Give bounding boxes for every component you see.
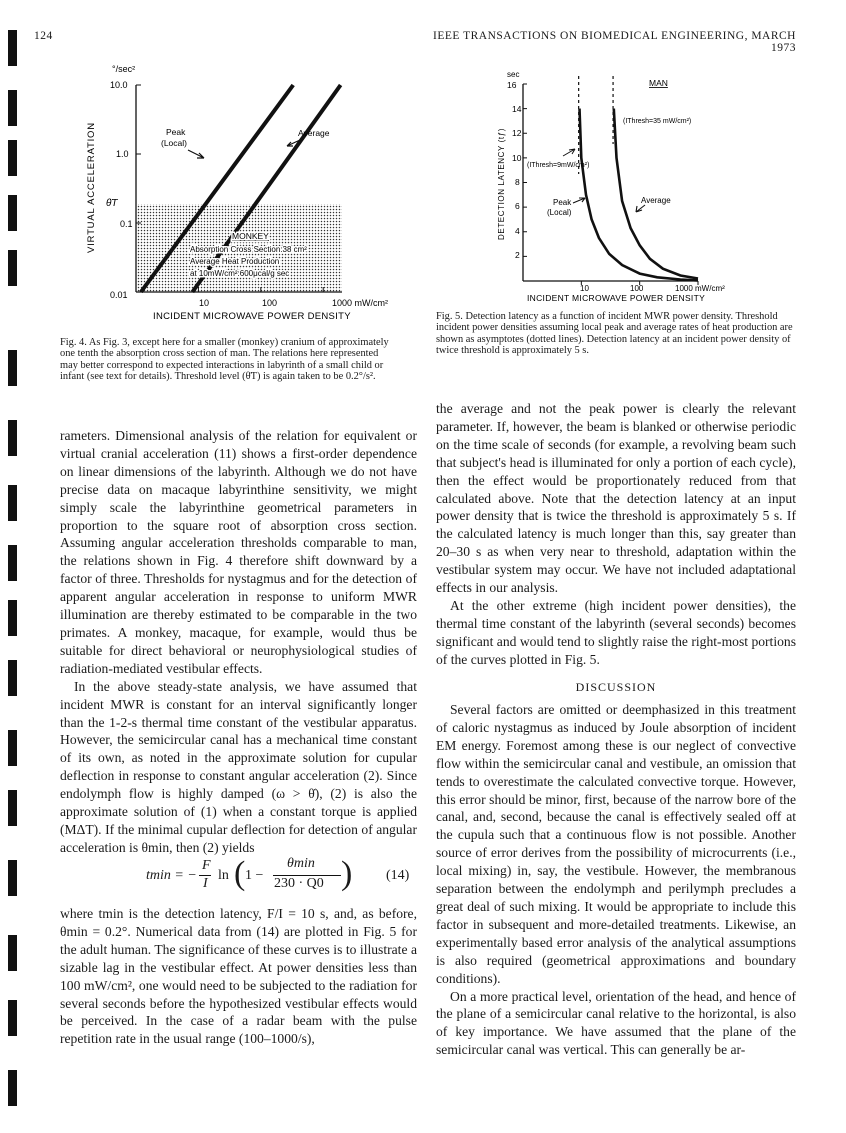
fig5-xtick-label: 100 bbox=[630, 284, 644, 293]
left-column-cont bbox=[60, 905, 417, 1048]
fig5-caption: Fig. 5. Detection latency as a function of incident MWR power density. Threshold incident power densities assuming local peak and average rates of heat production are shown as asymptotes (dotted lines). Detection latency at an incident power density of twice threshold is approximately 5 s. bbox=[436, 311, 793, 356]
scan-margin-mark bbox=[8, 140, 17, 176]
scan-margin-mark bbox=[8, 730, 17, 766]
fig5-y-axis-label: DETECTION LATENCY (tƒ) bbox=[497, 127, 506, 240]
fig4-box-line2: Average Heat Production bbox=[190, 257, 280, 266]
paragraph: At the other extreme (high incident power densities), the thermal time constant of the labyrinth (several seconds) becomes significant and would tend to slightly raise the right-most portions of the curves plotted in Fig. 5. bbox=[436, 597, 796, 667]
fig4-theta-label: θ̈T bbox=[106, 198, 118, 209]
fig4-y-axis-label: VIRTUAL ACCELERATION bbox=[86, 122, 97, 253]
fig5-average-label: Average bbox=[641, 196, 671, 205]
paragraph: the average and not the peak power is clearly the relevant parameter. If, however, the beam is blanked or otherwise periodic on the time scale of seconds (for example, a revolving beam such that subject's head is illuminated for only a portion of each cycle), then the effect would be proportionately reduced from that calculated above. Note that the detection latency at an input power density that is twice the threshold is approximately 5 s. If the calculated latency is much longer than this, say greater than 20–30 s as when very near to threshold, adaptation within the vestibular system may occur. We have not included adaptational effects in our analysis. bbox=[436, 401, 796, 596]
paragraph: rameters. Dimensional analysis of the relation for equivalent or virtual cranial acceleration (11) shows a first-order dependence on linear dimensions of the labyrinth. Although we do not have precise data on macaque labyrinthine sensitivity, we might simply scale the labyrinthine geometrical parameters in proportion to the square root of absorption cross section. Assuming angular acceleration thresholds comparable to man, the relations shown in Fig. 4 therefore shift downward by a factor of three. Thresholds for nystagmus and for the detection of apparent angular acceleration in response to uniform MWR illumination are thereby estimated to be comparable in the two primates. A monkey, macaque, for example, would thus be suitable for direct behavioral or neurophysiological studies of radiation-mediated vestibular effects. bbox=[60, 428, 417, 676]
fig4-xtick-label: 100 bbox=[262, 298, 278, 308]
fig4-x-axis-label: INCIDENT MICROWAVE POWER DENSITY bbox=[153, 311, 351, 320]
right-column bbox=[436, 400, 796, 669]
scan-margin-mark bbox=[8, 1070, 17, 1106]
fig5-x-axis-label: INCIDENT MICROWAVE POWER DENSITY bbox=[527, 293, 706, 303]
scan-margin-mark bbox=[8, 420, 17, 456]
fig5-average-curve bbox=[614, 109, 698, 279]
equation-number: (14) bbox=[386, 868, 410, 883]
fig5-ytick-label: 16 bbox=[507, 80, 517, 90]
fig5-ytick-label: 8 bbox=[515, 177, 520, 187]
fig4-xtick-label: 1000 mW/cm² bbox=[332, 298, 389, 308]
fig5-ytick-label: 12 bbox=[512, 128, 522, 138]
equation-ln: ln bbox=[218, 868, 229, 883]
fig5-xtick-label: 10 bbox=[580, 284, 589, 293]
fig5-threshold-peak-arrow bbox=[563, 149, 575, 156]
fig4-peak-sub: (Local) bbox=[161, 138, 187, 148]
fig4-ytick-label: 1.0 bbox=[116, 149, 129, 159]
fig5-ytick-label: 4 bbox=[515, 226, 520, 236]
fig4-chart bbox=[80, 58, 420, 320]
scan-margin-mark bbox=[8, 350, 17, 386]
fig5-ytick-label: 2 bbox=[515, 250, 520, 260]
fig5-chart bbox=[493, 64, 813, 308]
fig5-threshold-peak-label: (IThresh=9mW/cm²) bbox=[527, 162, 590, 169]
paragraph: In the above steady-state analysis, we have assumed that incident MWR is constant for an interval significantly longer than the 1-2-s thermal time constant of the vestibular apparatus. However, the semicircular canal has a mechanical time constant of its own, as noted in the approximate solution for cupular deflection in response to constant angular acceleration (2). Since endolymph flow is highly damped (ω > θ̇), (2) is also the approximate solution of (1) when a constant torque is applied (MΔT). If the minimal cupular deflection for detection of angular acceleration is θmin, then (2) yields bbox=[60, 678, 417, 855]
fig5-average-arrow bbox=[636, 205, 645, 212]
paragraph: Several factors are omitted or deemphasized in this treatment of caloric nystagmus as induced by Joule absorption of incident EM energy. Foremost among these is our neglect of convective flow within the semicircular canal and vestibule, an omission that tends to overestimate the calculated convective torque. However, this error should be minor, first, because of the narrow bore of the canal, and, second, because the canal is effectively sealed off at the cupula such that a continuous flow is not possible. Another source of error derives from the possibility of microcurrents (i.e., local mixing) in, say, the vestibule. However, the membranous separation between the endolymph and perilymph precludes a great deal of such mixing. It would be appropriate to include this factor in subsequent and more-detailed treatments. Likewise, an experimentally based error analysis of the analytical assumptions is also required (geometrical approximations and boundary conditions). bbox=[436, 702, 796, 986]
equation-frac-den: I bbox=[203, 876, 208, 891]
fig5-threshold-average-label: (IThresh=35 mW/cm²) bbox=[623, 118, 692, 125]
fig4-xtick-label: 10 bbox=[199, 298, 210, 308]
fig5-peak-arrow bbox=[573, 198, 585, 203]
right-column-discussion bbox=[436, 701, 796, 1059]
scan-margin-mark bbox=[8, 195, 17, 231]
running-head: IEEE TRANSACTIONS ON BIOMEDICAL ENGINEERING, MARCH 1973 bbox=[433, 30, 796, 54]
equation-inner-den: 230 · Q0 bbox=[274, 876, 324, 891]
section-heading-discussion: DISCUSSION bbox=[575, 680, 657, 694]
fig5-peak-sub: (Local) bbox=[547, 208, 572, 217]
fig4-box-line3: at 10mW/cm²:600μcal/g sec bbox=[190, 269, 290, 278]
fig5-peak-curve bbox=[580, 109, 699, 281]
scan-margin-mark bbox=[8, 860, 17, 896]
equation-14: tmin = − F I ln ( 1 − θmin 230 · Q0 ) (14) bbox=[146, 855, 410, 892]
scan-margin-mark bbox=[8, 600, 17, 636]
scan-margin-mark bbox=[8, 250, 17, 286]
equation-one: 1 − bbox=[245, 868, 264, 883]
fig4-box-title: MONKEY bbox=[232, 231, 269, 241]
fig5-xtick-label: 1000 mW/cm² bbox=[675, 284, 725, 293]
fig5-man-label: MAN bbox=[649, 78, 668, 88]
fig4-ytick-label: 0.01 bbox=[110, 290, 128, 300]
scan-margin-mark bbox=[8, 30, 17, 66]
fig4-unit-top: °/sec² bbox=[112, 64, 136, 74]
equation-lhs: tmin = − bbox=[146, 868, 197, 883]
paragraph: On a more practical level, orientation of the head, and hence of the plane of a semicircular canal relative to the horizontal, is also of key importance. We have assumed that the plane of the semicircular canal was vertical. This can generally be ar- bbox=[436, 988, 796, 1058]
scan-margin-mark bbox=[8, 935, 17, 971]
scan-margin-mark bbox=[8, 90, 17, 126]
fig4-box-line1: Absorption Cross Section:38 cm² bbox=[190, 245, 307, 254]
equation-frac-num: F bbox=[202, 858, 211, 873]
fig4-peak-arrow bbox=[188, 150, 204, 158]
fig4-ytick-label: 0.1 bbox=[120, 219, 133, 229]
fig4-peak-label: Peak bbox=[166, 127, 186, 137]
fig4-ytick-label: 10.0 bbox=[110, 80, 128, 90]
fig5-unit-top: sec bbox=[507, 70, 520, 79]
scan-margin-mark bbox=[8, 790, 17, 826]
equation-inner-num: θmin bbox=[287, 856, 315, 871]
fig4-caption: Fig. 4. As Fig. 3, except here for a smaller (monkey) cranium of approximately one tenth the absorption cross section of man. The relations here represented may better correspond to expected interactions in labyrinth of a small child or infant (see text for details). Threshold level (θ̈T) is again taken to be 0.2°/s². bbox=[60, 337, 389, 382]
fig5-ytick-label: 6 bbox=[515, 201, 520, 211]
left-column bbox=[60, 427, 417, 857]
scan-margin-mark bbox=[8, 1000, 17, 1036]
page-number: 124 bbox=[34, 30, 53, 42]
fig4-average-label: Average bbox=[298, 128, 330, 138]
fig5-peak-label: Peak bbox=[553, 198, 572, 207]
scan-margin-mark bbox=[8, 545, 17, 581]
scan-margin-mark bbox=[8, 660, 17, 696]
fig5-ytick-label: 10 bbox=[512, 153, 522, 163]
fig5-ytick-label: 14 bbox=[512, 104, 522, 114]
scan-margin-mark bbox=[8, 485, 17, 521]
paragraph: where tmin is the detection latency, F/I = 10 s, and, as before, θmin = 0.2°. Numerical data from (14) are plotted in Fig. 5 for the adult human. The significance of these curves is to illustrate a sizable lag in the vestibular effect. At power densities less than 100 mW/cm², one would need to be subjected to the radiation for several seconds before the hypothesized vestibular effects would be perceived. In the case of a radar beam with the pulse repetition rate in the usual range (100–1000/s), bbox=[60, 906, 417, 1047]
